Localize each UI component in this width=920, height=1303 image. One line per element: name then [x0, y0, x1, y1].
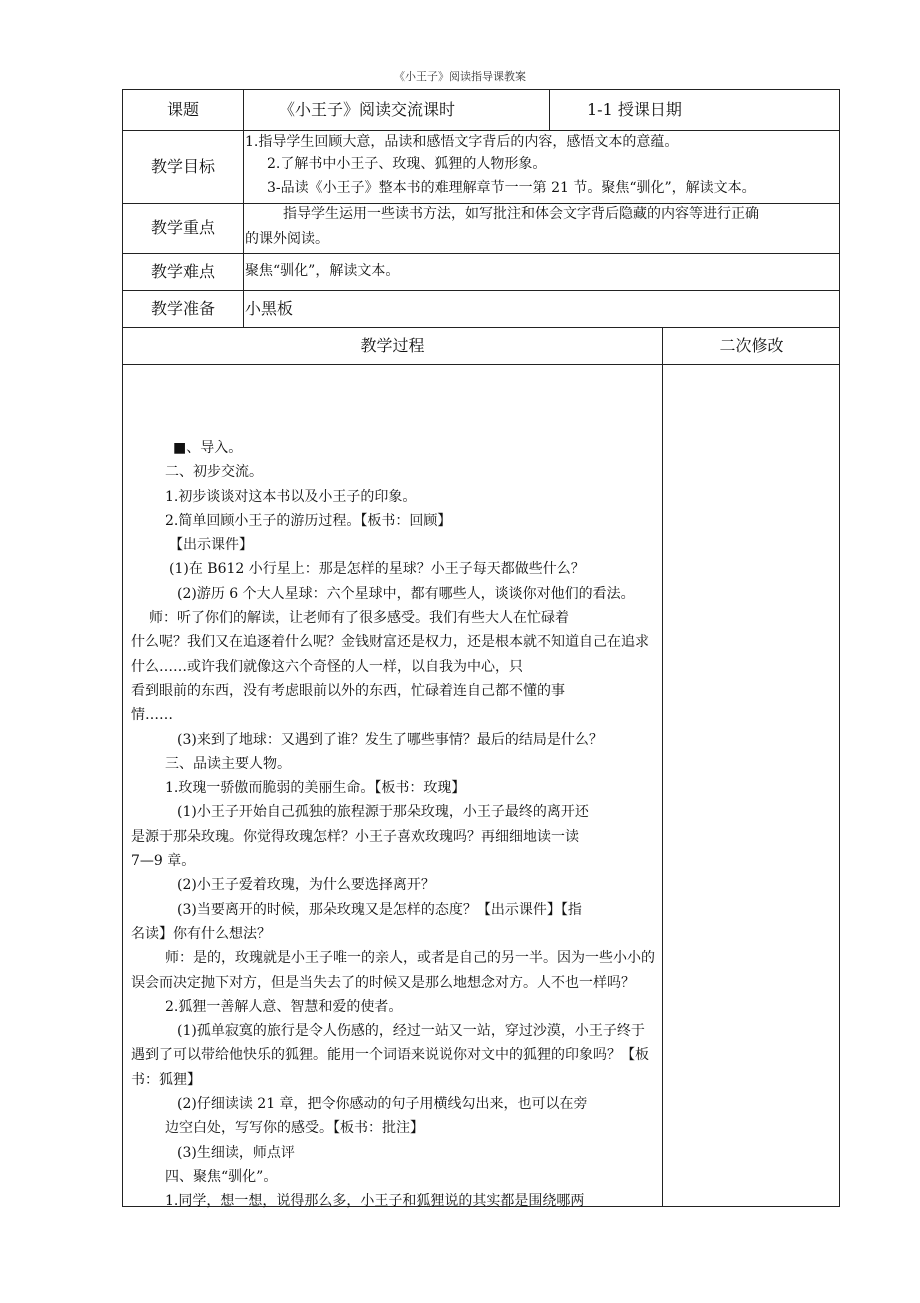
- process-line: 2.狐狸一善解人意、智慧和爱的使者。: [165, 998, 403, 1015]
- process-line: 7—9 章。: [131, 853, 196, 870]
- key-points-label: 教学重点: [150, 218, 215, 237]
- goal-line-1: 1.指导学生回顾大意，品读和感悟文字背后的内容，感悟文本的意蕴。: [245, 134, 679, 150]
- process-line: 什么呢？我们又在追逐着什么呢？金钱财富还是权力，还是根本就不知道自己在追求: [131, 634, 649, 651]
- process-line: 1.玫瑰一骄傲而脆弱的美丽生命。【板书：玫瑰】: [165, 780, 466, 797]
- difficulty-label: 教学难点: [150, 262, 215, 281]
- process-line: (2)小王子爱着玫瑰，为什么要选择离开？: [177, 877, 435, 894]
- process-line: 是源于那朵玫瑰。你觉得玫瑰怎样？小王子喜欢玫瑰吗？再细细地读一读: [131, 828, 579, 845]
- process-line: 师：听了你们的解读，让老师有了很多感受。我们有些大人在忙碌着: [149, 610, 569, 627]
- row-divider: [123, 290, 839, 291]
- difficulty-text: 聚焦“驯化”，解读文本。: [245, 263, 400, 279]
- process-line: 1.同学，想一想，说得那么多，小王子和狐狸说的其实都是围绕哪两: [165, 1193, 585, 1210]
- revision-header: 二次修改: [719, 336, 784, 355]
- process-line: (1)小王子开始自己孤独的旅程源于那朵玫瑰，小王子最终的离开还: [177, 804, 589, 821]
- header-divider: [123, 364, 839, 365]
- process-line: 什么……或许我们就像这六个奇怪的人一样，以自我为中心，只: [131, 658, 523, 675]
- process-line: 四、聚焦“驯化”。: [165, 1168, 278, 1185]
- lesson-title: 《小王子》阅读交流课时: [279, 100, 456, 119]
- process-line: ■、导入。: [173, 440, 243, 456]
- process-line: 误会而决定抛下对方，但是当失去了的时候又是那么地想念对方。人不也一样吗？: [131, 974, 635, 991]
- row-divider: [123, 253, 839, 254]
- process-line: (1)在 B612 小行星上：那是怎样的星球？小王子每天都做些什么？: [169, 561, 585, 578]
- goal-line-3: 3-品读《小王子》整本书的难理解章节一一第 21 节。聚焦“驯化”，解读文本。: [267, 180, 756, 196]
- process-header: 教学过程: [360, 336, 425, 355]
- process-line: 名读】你有什么想法？: [131, 925, 271, 942]
- process-line: (3)当要离开的时候，那朵玫瑰又是怎样的态度？【出示课件】【指: [177, 901, 582, 918]
- process-line: 二、初步交流。: [165, 464, 263, 481]
- goals-label: 教学目标: [150, 157, 215, 176]
- preparation-label: 教学准备: [150, 299, 215, 318]
- goal-line-2: 2.了解书中小王子、玫瑰、狐狸的人物形象。: [267, 156, 547, 172]
- process-line: 【出示课件】: [169, 537, 253, 554]
- process-line: 1.初步谈谈对这本书以及小王子的印象。: [165, 488, 417, 505]
- key-points-line-1: 指导学生运用一些读书方法，如写批注和体会文字背后隐藏的内容等进行正确: [283, 206, 759, 222]
- process-line: 边空白处，写写你的感受。【板书：批注】: [165, 1120, 424, 1137]
- key-points-line-2: 的课外阅读。: [245, 231, 329, 247]
- process-line: (2)游历 6 个大人星球：六个星球中，都有哪些人，谈谈你对他们的看法。: [177, 585, 635, 602]
- revise-column-divider: [662, 327, 663, 1207]
- lesson-plan-table: [122, 89, 840, 1210]
- label-column-divider: [243, 90, 244, 327]
- date-column-divider: [549, 90, 550, 130]
- process-line: 遇到了可以带给他快乐的狐狸。能用一个词语来说说你对文中的狐狸的印象吗？【板: [131, 1047, 649, 1064]
- process-line: (3)生细读，师点评: [177, 1144, 295, 1161]
- process-line: 师：是的，玫瑰就是小王子唯一的亲人，或者是自己的另一半。因为一些小小的: [165, 950, 655, 967]
- preparation-text: 小黑板: [245, 299, 294, 318]
- subject-label: 课题: [166, 100, 199, 119]
- process-line: (2)仔细读读 21 章，把令你感动的句子用横线勾出来，也可以在旁: [177, 1096, 588, 1113]
- process-line: 看到眼前的东西，没有考虑眼前以外的东西，忙碌着连自己都不懂的事: [131, 682, 565, 699]
- process-line: 三、品读主要人物。: [165, 755, 291, 772]
- process-line: (1)孤单寂寞的旅行是令人伤感的，经过一站又一站，穿过沙漠，小王子终于: [177, 1023, 645, 1040]
- row-divider: [123, 327, 839, 328]
- document-header: 《小王子》阅读指导课教案: [394, 70, 526, 83]
- process-line: 情……: [131, 707, 173, 724]
- process-line: (3)来到了地球：又遇到了谁？发生了哪些事情？最后的结局是什么？: [177, 731, 603, 748]
- date-label: 1-1 授课日期: [587, 100, 682, 119]
- process-line: 2.简单回顾小王子的游历过程。【板书：回顾】: [165, 512, 452, 529]
- process-body: [131, 436, 661, 1214]
- process-line: 书：狐狸】: [131, 1071, 201, 1088]
